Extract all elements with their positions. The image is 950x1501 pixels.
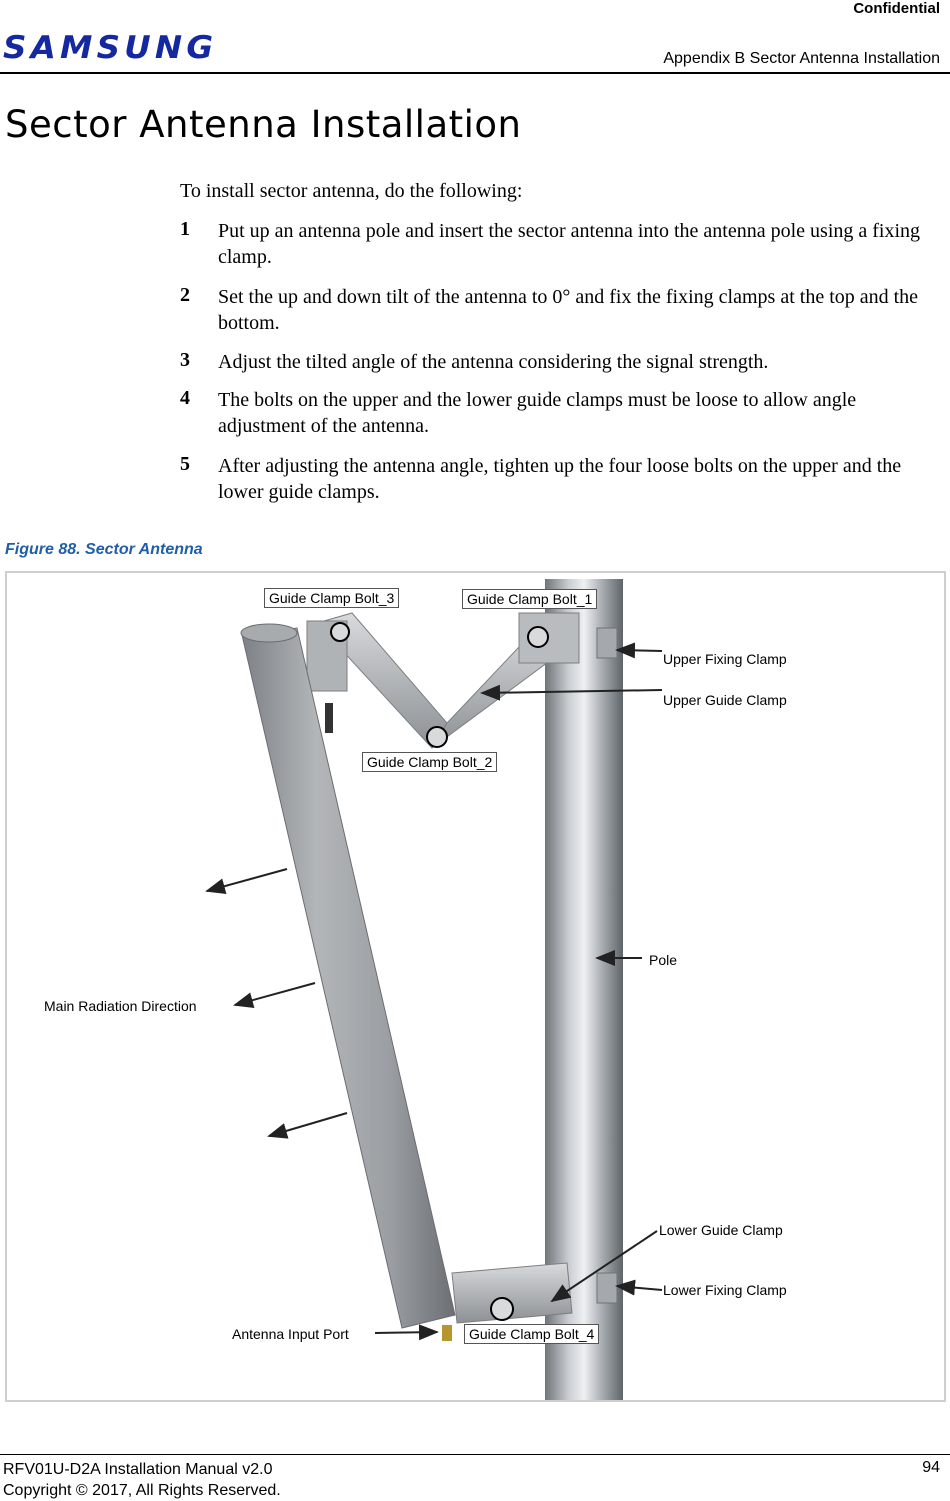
figure-frame: [5, 571, 946, 1402]
guide-clamp-bolt-3-marker: [331, 623, 349, 641]
step-text: After adjusting the antenna angle, tighten up the four loose bolts on the upper and the lower guide clamps.: [218, 455, 902, 503]
copyright: Copyright © 2017, All Rights Reserved.: [3, 1482, 281, 1499]
intro-text: To install sector antenna, do the following:: [180, 180, 523, 202]
label-lower-fixing-clamp: Lower Fixing Clamp: [663, 1282, 787, 1298]
step-number: 3: [180, 349, 190, 371]
guide-clamp-bolt-2-marker: [427, 727, 447, 747]
label-main-radiation-direction: Main Radiation Direction: [44, 998, 197, 1014]
label-guide-clamp-bolt-1: Guide Clamp Bolt_1: [462, 589, 597, 609]
label-guide-clamp-bolt-2: Guide Clamp Bolt_2: [362, 752, 497, 772]
label-pole: Pole: [649, 952, 678, 968]
step-number: 4: [180, 387, 190, 409]
label-upper-guide-clamp: Upper Guide Clamp: [663, 692, 787, 708]
step-number: 5: [180, 453, 190, 475]
antenna-illustration: [7, 573, 944, 1400]
step-text: Set the up and down tilt of the antenna to 0° and fix the fixing clamps at the top and the bottom.: [218, 286, 919, 334]
section-header: Appendix B Sector Antenna Installation: [663, 50, 940, 67]
step-text: Put up an antenna pole and insert the sector antenna into the antenna pole using a fixing clamp.: [218, 220, 921, 268]
figure-caption: Figure 88. Sector Antenna: [5, 541, 203, 558]
label-guide-clamp-bolt-4: Guide Clamp Bolt_4: [464, 1324, 599, 1344]
step-text: Adjust the tilted angle of the antenna considering the signal strength.: [218, 351, 769, 373]
label-guide-clamp-bolt-3: Guide Clamp Bolt_3: [264, 588, 399, 608]
footer-divider: [0, 1454, 950, 1455]
header-divider: [0, 72, 950, 74]
label-upper-fixing-clamp: Upper Fixing Clamp: [663, 651, 787, 667]
guide-clamp-bolt-4-marker: [491, 1298, 513, 1320]
page-number: 94: [922, 1459, 940, 1476]
upper-fixing-clamp: [597, 628, 617, 658]
footer-info: [3, 1459, 281, 1501]
step-number: 1: [180, 218, 190, 240]
page-title: Sector Antenna Installation: [5, 103, 522, 146]
step-text: The bolts on the upper and the lower guide clamps must be loose to allow angle adjustment of the antenna.: [218, 389, 857, 437]
manual-name: RFV01U-D2A Installation Manual v2.0: [3, 1461, 273, 1478]
confidential-label: Confidential: [853, 0, 940, 17]
step-number: 2: [180, 284, 190, 306]
guide-clamp-bolt-1-marker: [528, 627, 548, 647]
label-lower-guide-clamp: Lower Guide Clamp: [659, 1222, 783, 1238]
label-antenna-input-port: Antenna Input Port: [232, 1326, 349, 1342]
lower-fixing-clamp: [597, 1273, 617, 1303]
samsung-logo: SAMSUNG: [3, 30, 218, 66]
